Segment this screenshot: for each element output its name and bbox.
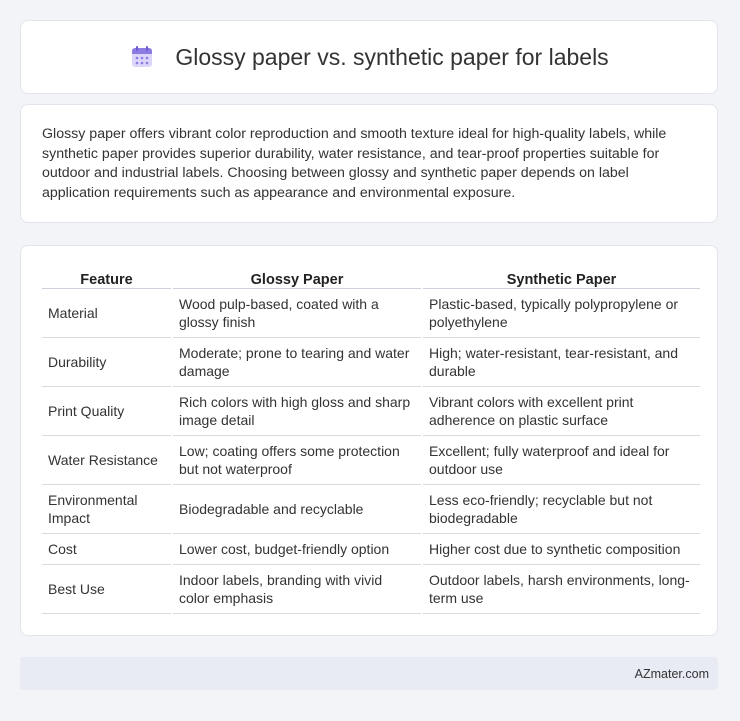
header-glossy-paper: Glossy Paper [173,266,421,289]
page-title: Glossy paper vs. synthetic paper for labels [175,43,609,70]
synthetic-cell: Less eco-friendly; recyclable but not biodegradable [423,485,700,534]
table-row [42,534,700,565]
synthetic-cell: Outdoor labels, harsh environments, long-term use [423,565,700,614]
glossy-cell: Biodegradable and recyclable [173,485,421,534]
feature-cell: Environmental Impact [42,485,171,534]
glossy-cell: Lower cost, budget-friendly option [173,534,421,565]
glossy-cell: Rich colors with high gloss and sharp image detail [173,387,421,436]
feature-cell: Water Resistance [42,436,171,485]
comparison-table [40,266,702,614]
table-row [42,565,700,614]
feature-cell: Print Quality [42,387,171,436]
glossy-cell: Wood pulp-based, coated with a glossy finish [173,289,421,338]
footer-brand: AZmater.com [634,666,709,681]
synthetic-cell: Vibrant colors with excellent print adherence on plastic surface [423,387,700,436]
feature-cell: Cost [42,534,171,565]
synthetic-cell: Excellent; fully waterproof and ideal for outdoor use [423,436,700,485]
title-card [20,20,718,94]
feature-cell: Material [42,289,171,338]
table-row [42,436,700,485]
table-header-row [42,266,700,289]
synthetic-cell: High; water-resistant, tear-resistant, and durable [423,338,700,387]
header-synthetic-paper: Synthetic Paper [423,266,700,289]
calendar-icon [129,44,155,70]
header-feature: Feature [42,266,171,289]
comparison-table-card [20,245,718,636]
synthetic-cell: Plastic-based, typically polypropylene or polyethylene [423,289,700,338]
feature-cell: Best Use [42,565,171,614]
glossy-cell: Moderate; prone to tearing and water damage [173,338,421,387]
table-row [42,338,700,387]
table-row [42,387,700,436]
table-row [42,485,700,534]
summary-text: Glossy paper offers vibrant color reproduction and smooth texture ideal for high-quality labels, while synthetic paper provides superior durability, water resistance, and tear-proof properties suitable for outdoor and industrial labels. Choosing between glossy and synthetic paper depends on label application requirements such as appearance and environmental exposure. [42,126,667,201]
glossy-cell: Low; coating offers some protection but not waterproof [173,436,421,485]
feature-cell: Durability [42,338,171,387]
synthetic-cell: Higher cost due to synthetic composition [423,534,700,565]
glossy-cell: Indoor labels, branding with vivid color emphasis [173,565,421,614]
summary-card [20,104,718,223]
table-row [42,289,700,338]
footer [20,657,718,690]
